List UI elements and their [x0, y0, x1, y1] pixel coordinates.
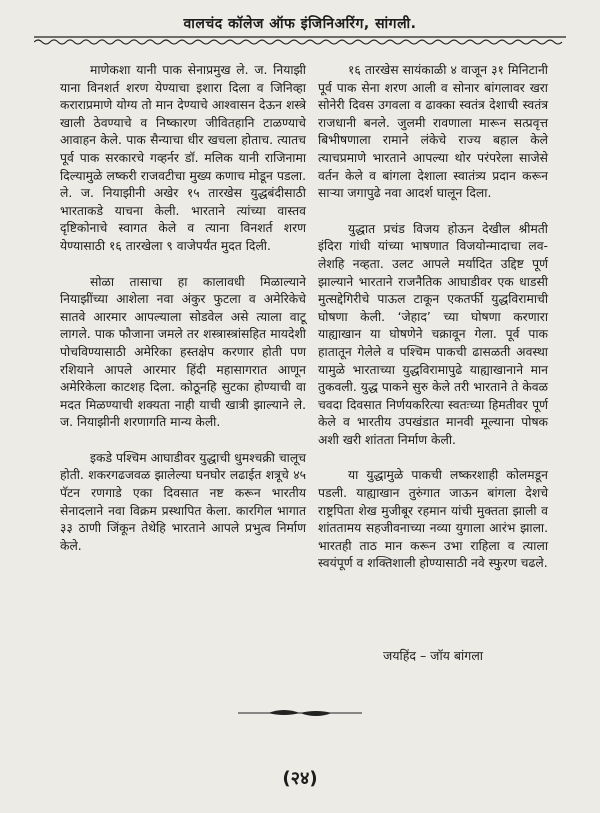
right-paragraph-3: या युद्धामुळे पाकची लष्करशाही कोलमडून पडली. याह्याखान तुरुंगात जाऊन बांगला देशचे राष्ट्रपिता शेख मुजीबूर रहमान यांची मुक्तता झाली व शांततामय सहजीवनाच्या नव्या युगाला आरंभ झाला. भारतही ताठ मान करून उभा राहिला व त्याला स्वयंपूर्ण व शक्तिशाली होण्यासाठी नवे स्फुरण चढले. [318, 468, 548, 571]
left-column [60, 62, 306, 573]
header-wavy-rule [34, 36, 566, 46]
right-paragraph-2: युद्धात प्रचंड विजय होऊन देखील श्रीमती इंदिरा गांधी यांच्या भाषणात विजयोन्मादाचा लव-लेशहि नव्हता. उलट आपले मर्यादित उद्दिष्ट पूर्ण झाल्याने भारताने राजनैतिक आघाडीवर एक धाडसी मुत्सद्देगिरीचे पाऊल टाकून एकतर्फी युद्धविरामाची घोषणा केली. ‘जेहाद’ च्या घोषणा करणारा याह्याखान या घोषणेने चक्रावून गेला. पूर्व पाक हातातून गेलेले व पश्चिम पाकची ढासळती अवस्था यामुळे भारताच्या युद्धविरामापुढे याह्याखानाने मान तुकवली. युद्ध पाकने सुरु केले तरी भारताने ते केवळ चवदा दिवसात निर्णयकरित्या स्वतःच्या हिमतीवर पूर्ण केले व भारतीय उपखंडात मानवी मूल्याना पोषक अशी खरी शांतता निर्माण केली. [318, 221, 548, 447]
end-ornament-icon [238, 706, 362, 720]
page-number: (२४) [282, 768, 318, 789]
left-paragraph-3: इकडे पश्चिम आघाडीवर युद्धाची धुमश्चक्री चालूच होती. शकरगढजवळ झालेल्या घनघोर लढाईत शत्रूचे ४५ पॅटन रणगाडे एका दिवसात नष्ट करून भारतीय सेनादलाने नवा विक्रम प्रस्थापित केला. कारगिल भागात ३३ ठाणी जिंकून तेथेहि भारताने आपले प्रभुत्व निर्माण केले. [60, 450, 306, 553]
right-paragraph-1: १६ तारखेस सायंकाळी ४ वाजून ३१ मिनिटानी पूर्व पाक सेना शरण आली व सोनार बांगलावर खरा सोनेरी दिवस उगवला व ढाक्का स्वतंत्र देशाची स्वतंत्र राजधानी बनले. जुलमी रावणाला मारून सत्प्रवृत्त बिभीषणाला रामाने लंकेचे राज्य बहाल केले त्याचप्रमाणे भारताने आपल्या थोर परंपरेला साजेसे वर्तन केले व बांगला देशाला स्वातंत्र्य प्रदान करून साऱ्या जगापुढे नवा आदर्श घालून दिला. [318, 63, 548, 201]
left-paragraph-1: माणेकशा यानी पाक सेनाप्रमुख ले. ज. नियाझी याना विनशर्त शरण येण्याचा इशारा दिला व जिनिव्हा कराराप्रमाणे योग्य तो मान देण्याचे आश्वासन देऊन शस्त्रे खाली ठेवण्याचे व निष्कारण जीवितहानि टाळण्याचे आवाहन केले. पाक सैन्याचा धीर खचला होताच. त्यातच पूर्व पाक सरकारचे गव्हर्नर डॉ. मलिक यानी राजिनामा दिल्यामुळे लष्करी राजवटीचा मुख्य कणाच मोडून पडला. ले. ज. नियाझीनी अखेर १५ तारखेस युद्धबंदीसाठी भारताकडे याचना केली. भारताने त्यांच्या वास्तव दृष्टिकोनाचे स्वागत केले व त्याना विनशर्त शरण येण्यासाठी १६ तारखेला ९ वाजेपर्यंत मुदत दिली. [60, 63, 306, 253]
right-column [318, 62, 548, 591]
signoff-slogan: जयहिंद – जॉय बांगला [382, 648, 484, 663]
left-paragraph-2: सोळा तासाचा हा कालावधी मिळाल्याने नियाझींच्या आशेला नवा अंकुर फुटला व अमेरिकेचे सातवे आरमार आपल्याला सोडवेल असे त्याला वाटू लागले. पाक फौजाना जमले तर शस्त्रास्त्रांसहित मायदेशी पोचविण्यासाठी अमेरिका हस्तक्षेप करणार होती पण रशियाने आपले आरमार हिंदी महासागरात आणून अमेरिकेला काटशह दिला. कोठूनहि सुटका होण्याची वा मदत मिळण्याची शक्यता नाही याची खात्री झाल्याने ले. ज. नियाझीनी शरणागति मान्य केली. [60, 274, 306, 430]
page-header: वालचंद कॉलेज ऑफ इंजिनिअरिंग, सांगली. [183, 16, 417, 32]
